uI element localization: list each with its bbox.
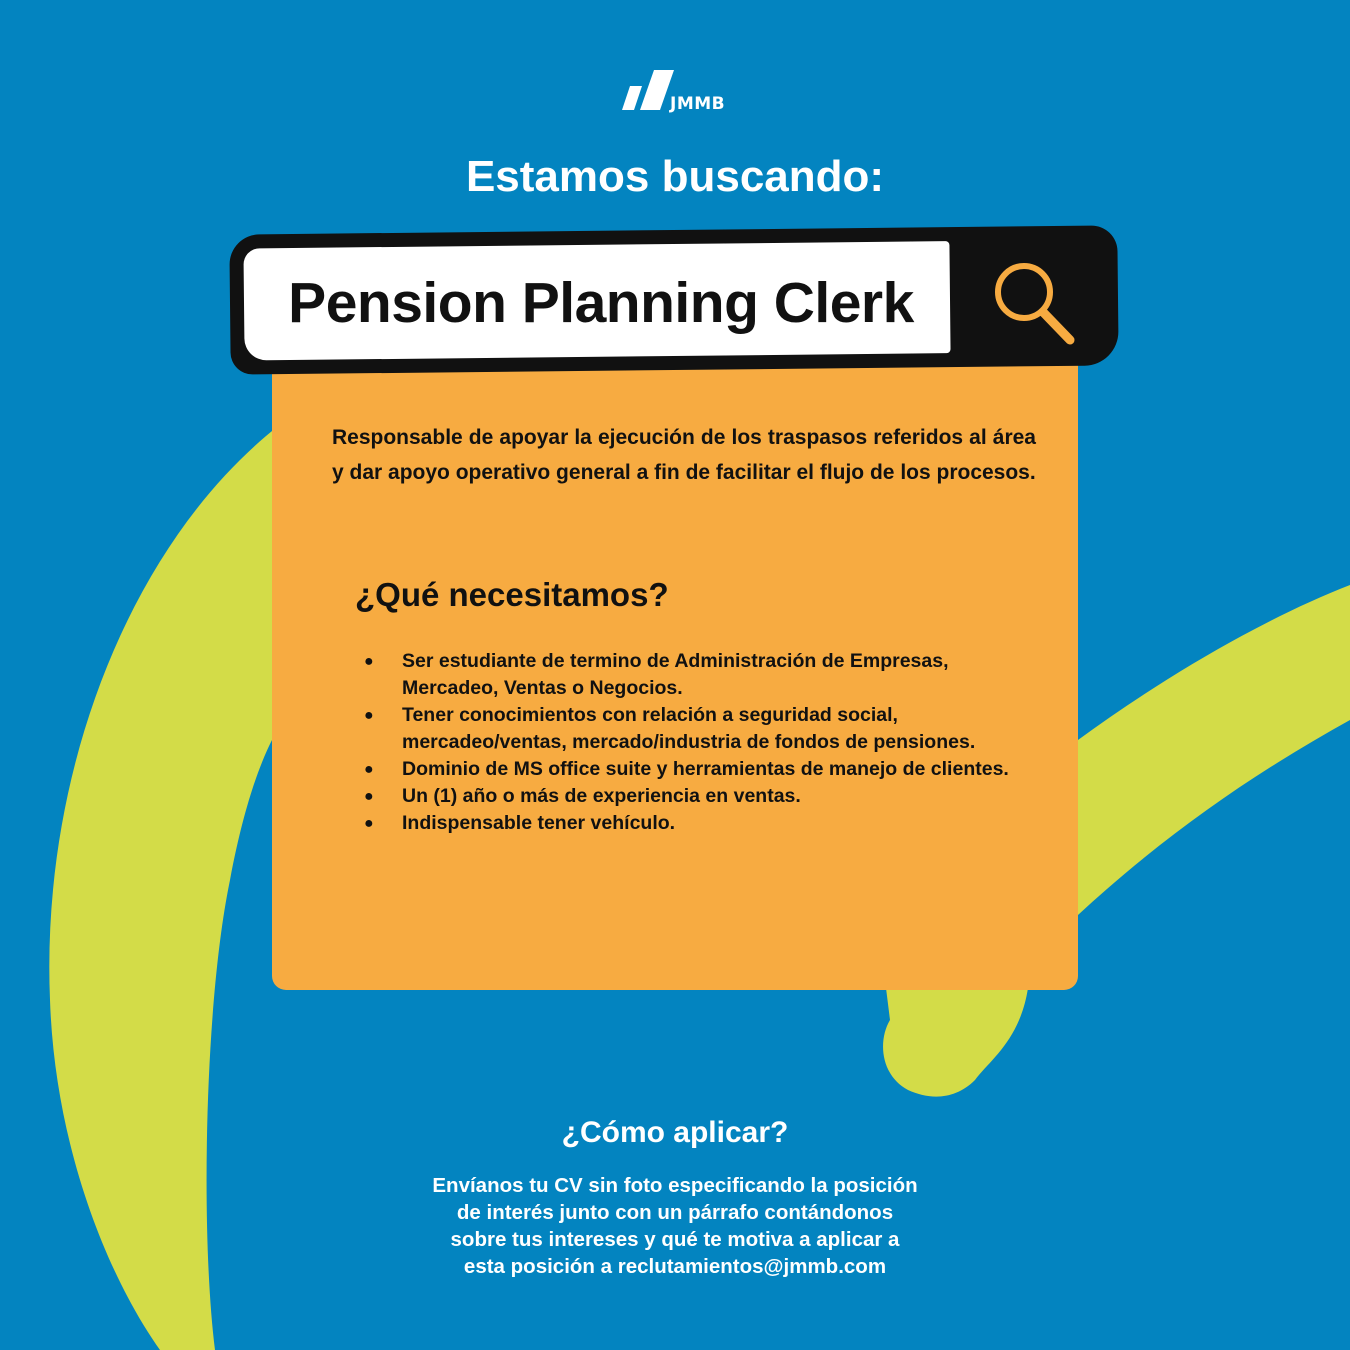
bullet-icon: ● [364, 788, 374, 805]
list-item [360, 756, 1020, 783]
list-item-text: Ser estudiante de termino de Administración de Empresas, Mercadeo, Ventas o Negocios. [402, 650, 949, 699]
bullet-icon: ● [364, 707, 374, 724]
lime-drip [883, 988, 1028, 1097]
list-item [360, 648, 1020, 702]
apply-line: sobre tus intereses y qué te motiva a aplicar a [450, 1228, 900, 1251]
apply-line: Envíanos tu CV sin foto especificando la posición [432, 1174, 918, 1197]
requirements-title: ¿Qué necesitamos? [355, 576, 669, 613]
list-item [360, 702, 1020, 756]
requirements-list [360, 648, 1020, 837]
list-item-text: Indispensable tener vehículo. [402, 812, 676, 834]
job-title: Pension Planning Clerk [288, 271, 914, 335]
list-item-text: Tener conocimientos con relación a seguridad social, mercadeo/ventas, mercado/industria de fondos de pensiones. [402, 704, 976, 753]
list-item [360, 810, 1020, 837]
apply-line: de interés junto con un párrafo contándonos [456, 1201, 894, 1224]
brand-name: JMMB [670, 94, 726, 114]
magnifier-icon [986, 256, 1082, 352]
list-item-text: Dominio de MS office suite y herramientas de manejo de clientes. [402, 758, 1009, 780]
apply-title: ¿Cómo aplicar? [561, 1116, 789, 1149]
lime-arc-right [1078, 585, 1350, 915]
bullet-icon: ● [364, 761, 374, 778]
list-item-text: Un (1) año o más de experiencia en ventas. [402, 785, 801, 807]
apply-line: esta posición a reclutamientos@jmmb.com [463, 1255, 887, 1278]
job-description: Responsable de apoyar la ejecución de los traspasos referidos al área y dar apoyo operativo general a fin de facilitar el flujo de los procesos. [332, 426, 1036, 484]
apply-instructions [0, 1172, 1350, 1280]
bullet-icon: ● [364, 815, 374, 832]
list-item [360, 783, 1020, 810]
headline: Estamos buscando: [465, 152, 885, 201]
bullet-icon: ● [364, 653, 374, 670]
